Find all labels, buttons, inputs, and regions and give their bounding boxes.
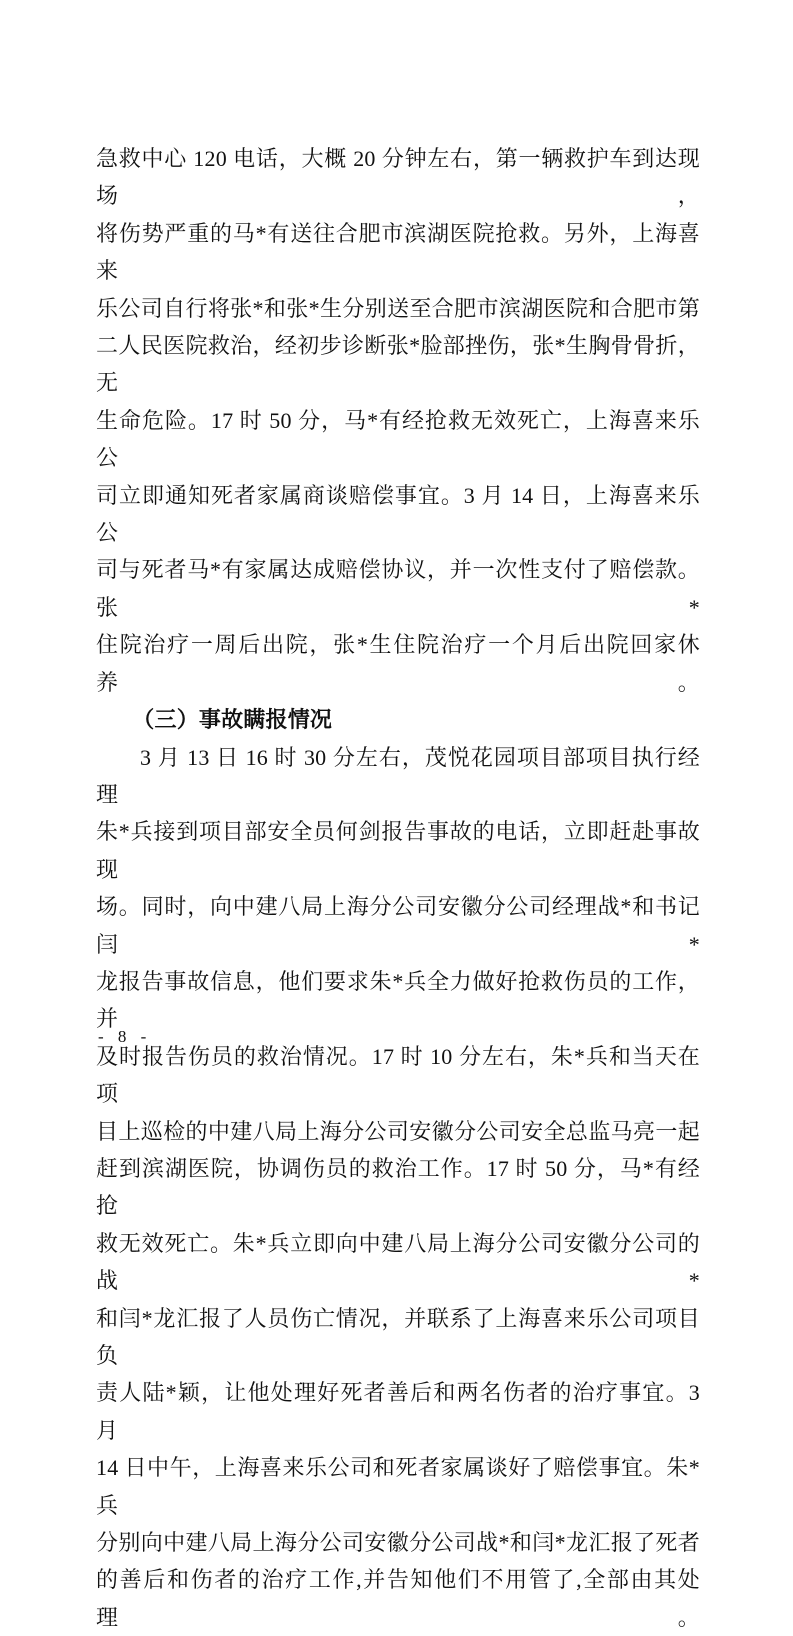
doc-line: 目上巡检的中建八局上海分公司安徽分公司安全总监马亮一起: [96, 1118, 700, 1144]
doc-line: 14 日中午，上海喜来乐公司和死者家属谈好了赔偿事宜。朱*兵: [96, 1455, 700, 1518]
section-heading: （三）事故瞒报情况: [132, 707, 333, 733]
doc-line: 的善后和伤者的治疗工作,并告知他们不用管了,全部由其处理。: [96, 1567, 700, 1630]
document-text-block: [96, 140, 700, 1636]
doc-line: 将伤势严重的马*有送往合肥市滨湖医院抢救。另外，上海喜来: [96, 220, 700, 284]
doc-line: 龙报告事故信息，他们要求朱*兵全力做好抢救伤员的工作，并: [96, 968, 700, 1032]
doc-line: 乐公司自行将张*和张*生分别送至合肥市滨湖医院和合肥市第: [96, 295, 700, 321]
doc-line: 救无效死亡。朱*兵立即向中建八局上海分公司安徽分公司的战*: [96, 1230, 700, 1294]
doc-line: 急救中心 120 电话，大概 20 分钟左右，第一辆救护车到达现场，: [96, 146, 700, 209]
doc-line: 住院治疗一周后出院，张*生住院治疗一个月后出院回家休养。: [96, 632, 700, 695]
doc-line: 和闫*龙汇报了人员伤亡情况，并联系了上海喜来乐公司项目负: [96, 1305, 700, 1368]
doc-line: 及时报告伤员的救治情况。17 时 10 分左右，朱*兵和当天在项: [96, 1043, 700, 1107]
page-number: - 8 -: [98, 1027, 152, 1046]
doc-line: 司立即通知死者家属商谈赔偿事宜。3 月 14 日，上海喜来乐公: [96, 482, 700, 546]
doc-line: 3 月 13 日 16 时 30 分左右，茂悦花园项目部项目执行经理: [96, 744, 700, 807]
doc-line: 责人陆*颖，让他处理好死者善后和两名伤者的治疗事宜。3 月: [96, 1380, 700, 1443]
doc-line: 赶到滨湖医院，协调伤员的救治工作。17 时 50 分，马*有经抢: [96, 1155, 700, 1219]
doc-line: 朱*兵接到项目部安全员何剑报告事故的电话，立即赶赴事故现: [96, 819, 700, 882]
doc-line: 分别向中建八局上海分公司安徽分公司战*和闫*龙汇报了死者: [96, 1530, 700, 1556]
doc-line: 场。同时，向中建八局上海分公司安徽分公司经理战*和书记闫*: [96, 894, 700, 957]
doc-line: 司与死者马*有家属达成赔偿协议，并一次性支付了赔偿款。张*: [96, 557, 700, 620]
doc-line: 生命危险。17 时 50 分，马*有经抢救无效死亡，上海喜来乐公: [96, 407, 700, 471]
doc-line: 二人民医院救治，经初步诊断张*脸部挫伤，张*生胸骨骨折，无: [96, 333, 700, 396]
